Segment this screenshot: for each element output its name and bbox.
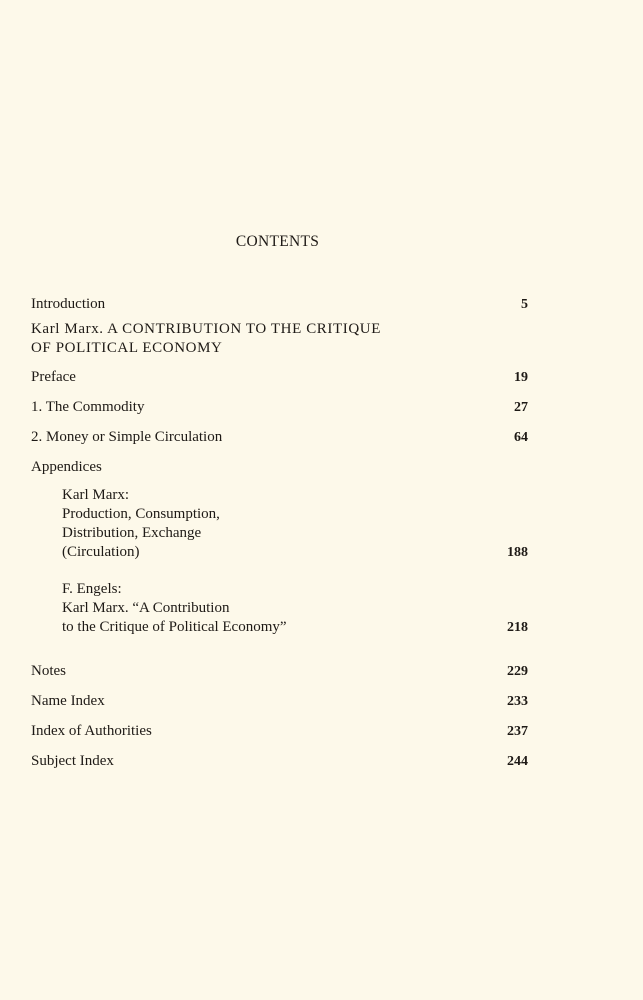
toc-entry-index-of-authorities — [31, 722, 528, 741]
toc-entry-preface — [31, 368, 528, 387]
toc-entry-label-line: Distribution, Exchange — [62, 525, 202, 541]
toc-entry-label-line: Karl Marx. A CONTRIBUTION TO THE CRITIQUE — [31, 321, 381, 337]
toc-entry-contribution-title — [31, 320, 528, 358]
toc-entry-appendices — [31, 458, 528, 477]
toc-entry-page: 233 — [507, 694, 528, 709]
toc-entry-page: 218 — [507, 620, 528, 635]
toc-entry-introduction — [31, 295, 528, 314]
toc-entry-name-index — [31, 692, 528, 711]
toc-entry-label: Appendices — [31, 459, 102, 475]
toc-entry-appendix-engels — [62, 580, 528, 637]
toc-entry-label-line: OF POLITICAL ECONOMY — [31, 340, 223, 356]
toc-entry-label-line: F. Engels: — [62, 581, 122, 597]
toc-entry-label-line: to the Critique of Political Economy” — [62, 619, 287, 635]
toc-entry-label: Subject Index — [31, 753, 114, 769]
toc-entry-label: 2. Money or Simple Circulation — [31, 429, 223, 445]
toc-entry-label: Notes — [31, 663, 66, 679]
toc-entry-appendix-marx — [62, 486, 528, 562]
contents-heading: CONTENTS — [235, 233, 320, 250]
toc-entry-page: 229 — [507, 664, 528, 679]
toc-entry-label: Name Index — [31, 693, 105, 709]
toc-entry-label-line: (Circulation) — [62, 544, 140, 560]
toc-entry-page: 188 — [507, 545, 528, 560]
toc-entry-label-line: Karl Marx. “A Contribution — [62, 600, 230, 616]
toc-entry-page: 27 — [514, 400, 528, 415]
toc-entry-subject-index — [31, 752, 528, 771]
toc-entry-label: Preface — [31, 369, 76, 385]
toc-entry-label-line: Karl Marx: — [62, 487, 130, 503]
toc-entry-label-line: Production, Consumption, — [62, 506, 220, 522]
toc-entry-page: 64 — [514, 430, 528, 445]
toc-entry-page: 19 — [514, 370, 528, 385]
toc-entry-page: 244 — [507, 754, 528, 769]
toc-entry-label: Introduction — [31, 296, 106, 312]
toc-entry-label: Index of Authorities — [31, 723, 152, 739]
toc-entry-money — [31, 428, 528, 447]
toc-entry-page: 237 — [507, 724, 528, 739]
toc-entry-notes — [31, 662, 528, 681]
toc-entry-label: 1. The Commodity — [31, 399, 145, 415]
toc-entry-page: 5 — [521, 297, 528, 312]
toc-entry-commodity — [31, 398, 528, 417]
